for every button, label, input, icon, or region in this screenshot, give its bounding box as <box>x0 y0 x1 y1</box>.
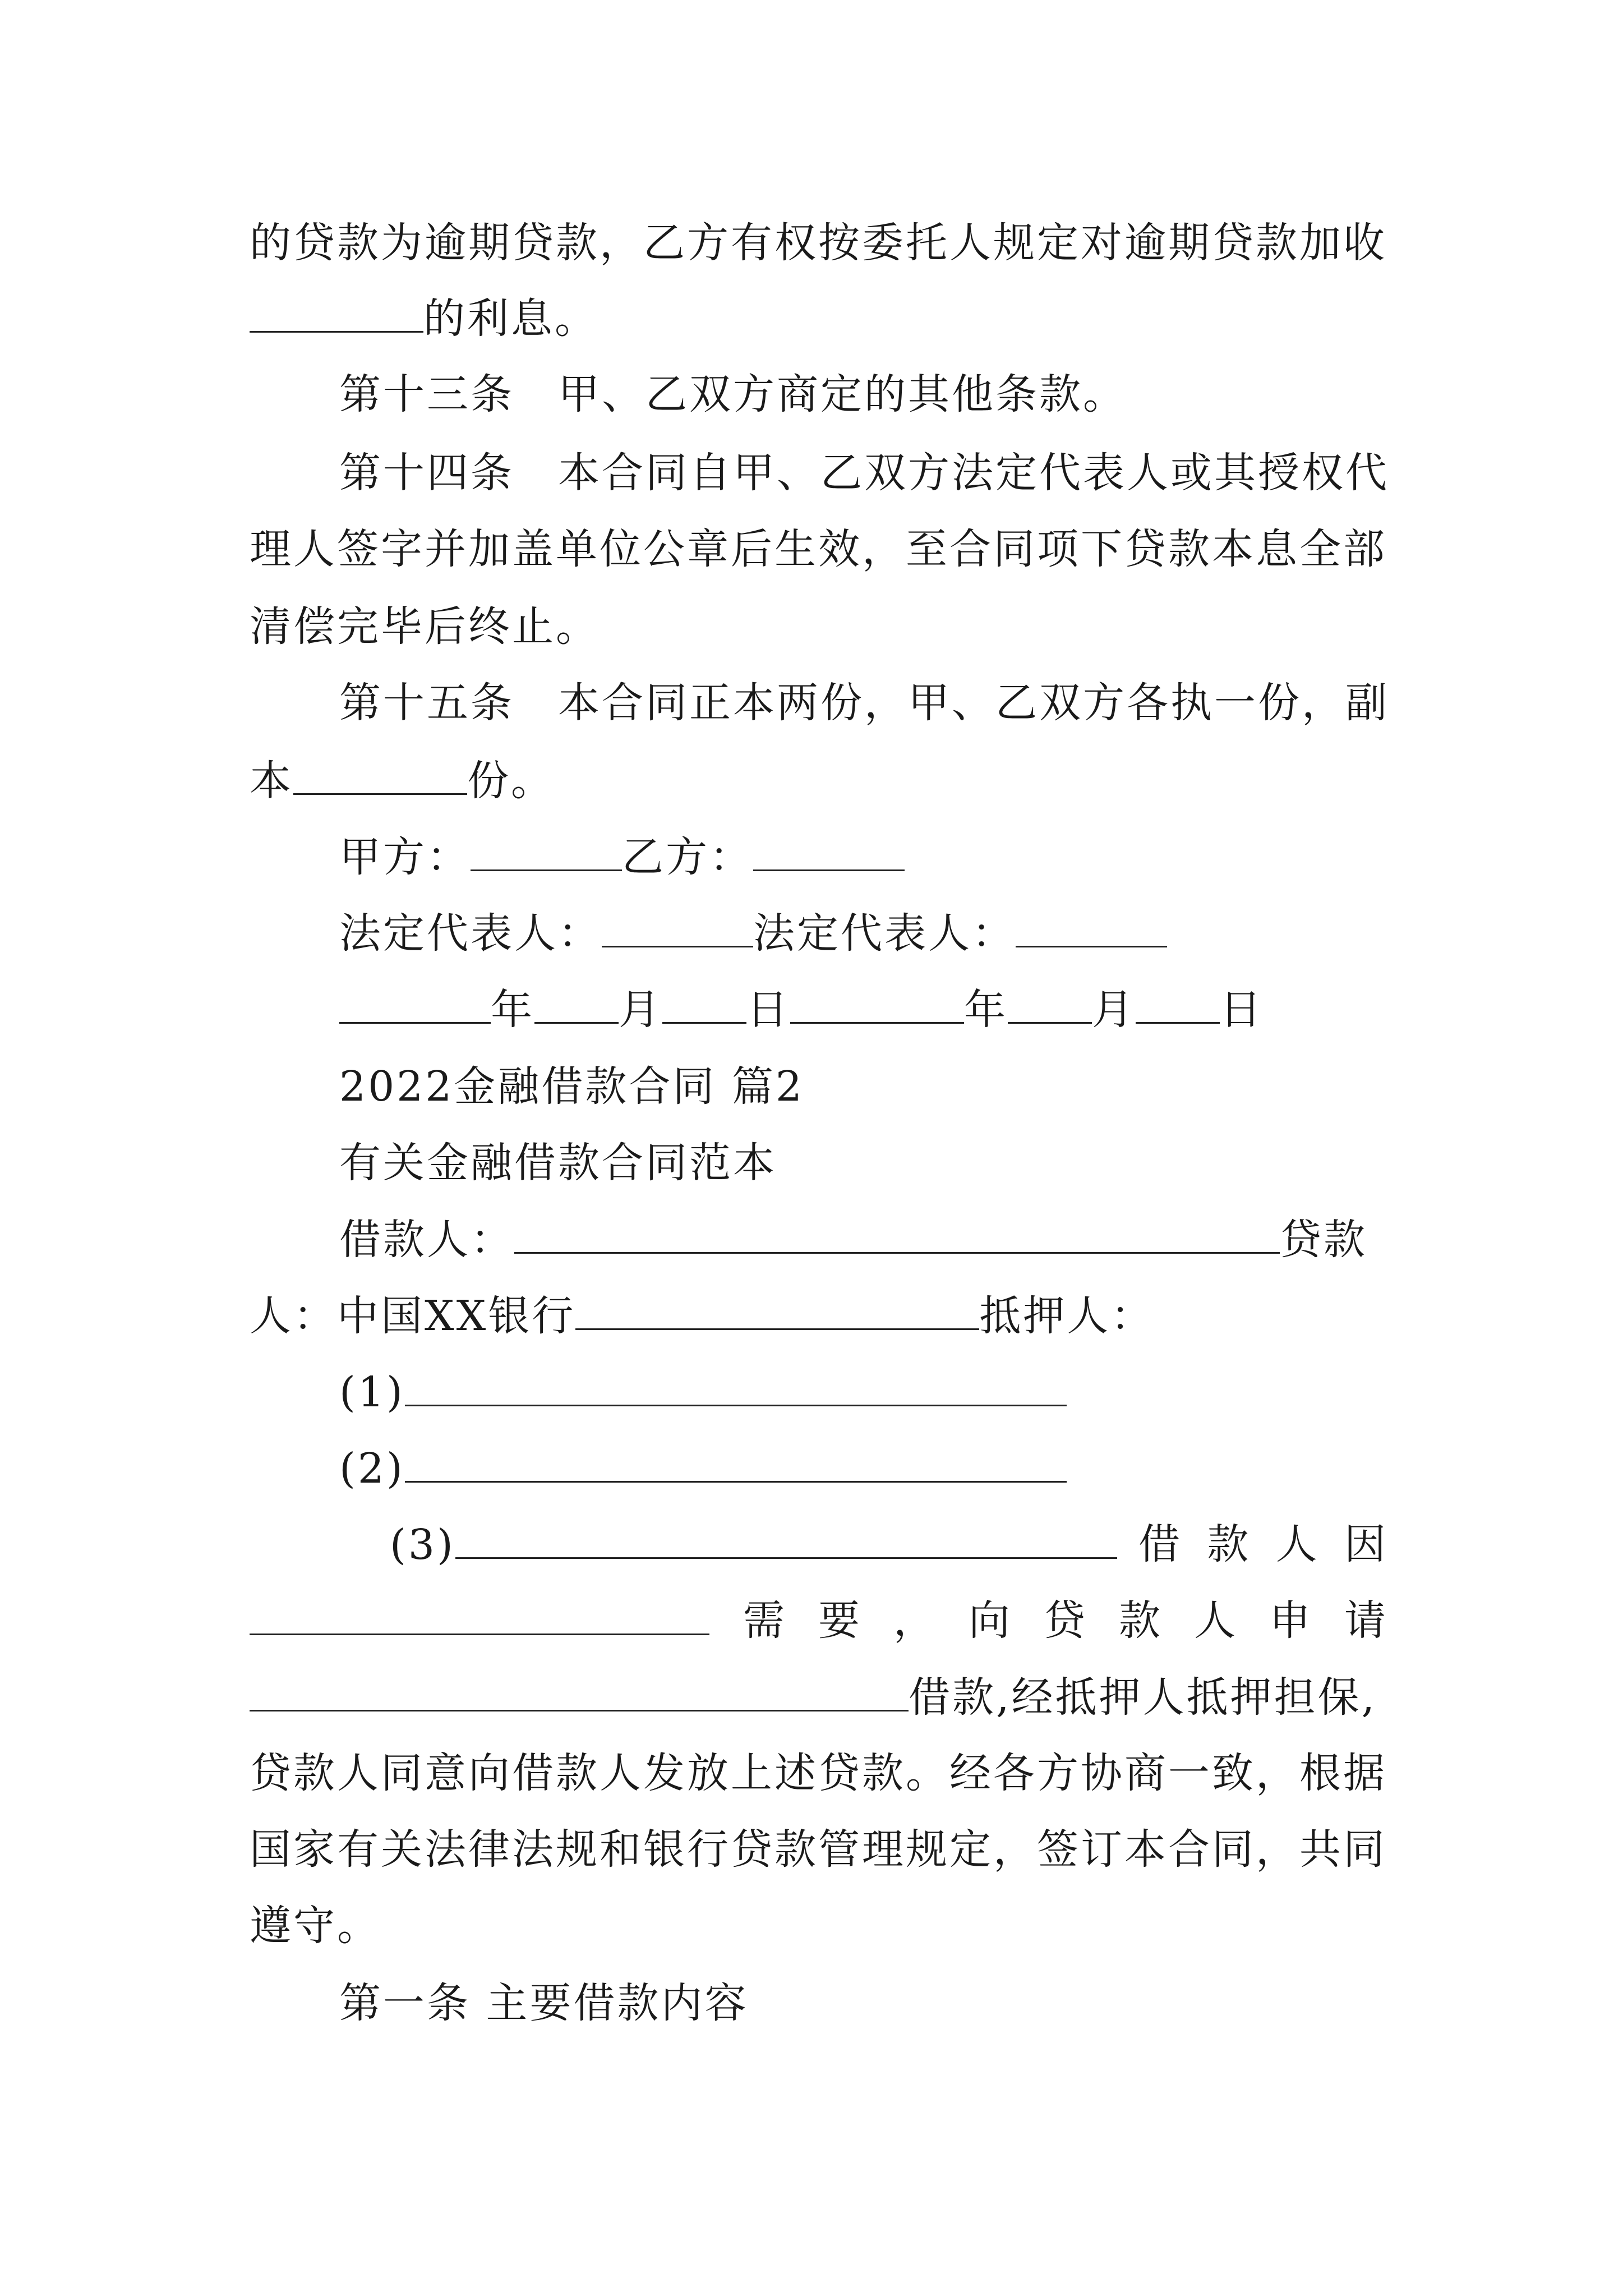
mortgagor-3 <box>390 1521 1117 1569</box>
year-label: 年 <box>491 986 534 1034</box>
char: 因 <box>1344 1520 1388 1568</box>
char: ， <box>893 1596 937 1645</box>
year-blank[interactable] <box>339 988 491 1024</box>
char: 人 <box>1194 1596 1238 1645</box>
article-15-line: 第十五条 本合同正本两份，甲、乙双方各执一份，副 <box>339 679 1389 727</box>
need-blank[interactable] <box>250 1600 709 1635</box>
char: 请 <box>1344 1596 1388 1645</box>
day-blank[interactable] <box>662 988 746 1024</box>
year-label: 年 <box>964 986 1008 1034</box>
day-label: 日 <box>1220 986 1264 1034</box>
paragraph-line <box>250 295 598 343</box>
char: 借 <box>1138 1520 1182 1568</box>
body-line: 国家有关法律法规和银行贷款管理规定，签订本合同，共同 <box>250 1825 1387 1874</box>
signature-parties <box>339 833 905 881</box>
fill-blank[interactable] <box>293 760 467 795</box>
borrower-blank[interactable] <box>514 1218 1280 1254</box>
char: 申 <box>1269 1596 1313 1645</box>
month-blank[interactable] <box>1008 988 1092 1024</box>
party-b-blank[interactable] <box>753 836 905 871</box>
section-2-subtitle: 有关金融借款合同范本 <box>339 1139 777 1187</box>
char: 款 <box>1207 1520 1251 1568</box>
article-14-line: 清偿完毕后终止。 <box>250 602 600 651</box>
month-label: 月 <box>619 986 662 1034</box>
party-b-label: 乙方： <box>622 833 753 881</box>
mortgagor-blank[interactable] <box>405 1447 1067 1483</box>
party-a-blank[interactable] <box>471 836 622 871</box>
line-text: 的利息。 <box>423 295 598 343</box>
borrower-line <box>339 1216 1367 1264</box>
legal-rep-a-blank[interactable] <box>602 912 753 947</box>
lender-label-head: 贷款 <box>1280 1216 1367 1264</box>
lender-line <box>250 1292 1155 1340</box>
month-label: 月 <box>1092 986 1136 1034</box>
day-blank[interactable] <box>1136 988 1220 1024</box>
signature-dates <box>339 986 1264 1034</box>
signature-legal-reps <box>339 909 1167 958</box>
mortgagor-index: (2) <box>339 1444 405 1493</box>
need-request-text <box>743 1596 1388 1645</box>
char: 贷 <box>1044 1596 1087 1645</box>
paragraph-line: 的贷款为逾期贷款，乙方有权按委托人规定对逾期贷款加收 <box>250 219 1387 267</box>
mortgagor-label: 抵押人： <box>979 1292 1155 1340</box>
mortgagor-index: (3) <box>390 1521 455 1569</box>
char: 需 <box>743 1596 787 1645</box>
mortgagor-blank[interactable] <box>405 1371 1067 1406</box>
section-2-title: 2022金融借款合同 篇2 <box>339 1062 804 1111</box>
char: 要 <box>818 1596 862 1645</box>
month-blank[interactable] <box>534 988 619 1024</box>
char: 款 <box>1119 1596 1163 1645</box>
legal-rep-b-blank[interactable] <box>1016 912 1167 947</box>
article-13: 第十三条 甲、乙双方商定的其他条款。 <box>339 370 1127 418</box>
article-1-heading: 第一条 主要借款内容 <box>339 1979 749 2027</box>
mortgagor-index: (1) <box>339 1368 405 1416</box>
line-text: 借款,经抵押人抵押担保, <box>909 1673 1377 1722</box>
body-line: 遵守。 <box>250 1902 381 1950</box>
lender-name: 人：中国XX银行 <box>250 1292 576 1340</box>
legal-rep-b-label: 法定代表人： <box>753 909 1016 958</box>
lender-blank[interactable] <box>575 1295 979 1330</box>
borrower-cause-text <box>1138 1520 1388 1568</box>
char: 向 <box>969 1596 1012 1645</box>
line-text: 份。 <box>467 757 555 805</box>
article-14-line: 第十四条 本合同自甲、乙双方法定代表人或其授权代 <box>339 449 1389 497</box>
party-a-label: 甲方： <box>339 833 471 881</box>
line-text: 本 <box>250 757 293 805</box>
borrower-label: 借款人： <box>339 1216 514 1264</box>
body-line: 贷款人同意向借款人发放上述贷款。经各方协商一致，根据 <box>250 1749 1387 1797</box>
fill-blank[interactable] <box>250 297 423 333</box>
loan-amount-blank[interactable] <box>250 1676 909 1711</box>
mortgagor-1 <box>339 1368 1067 1416</box>
day-label: 日 <box>746 986 790 1034</box>
char: 人 <box>1275 1520 1320 1568</box>
year-blank[interactable] <box>790 988 964 1024</box>
mortgagor-2 <box>339 1444 1067 1493</box>
article-14-line: 理人签字并加盖单位公章后生效，至合同项下贷款本息全部 <box>250 525 1387 573</box>
mortgagor-blank[interactable] <box>455 1524 1117 1559</box>
loan-amount-line <box>250 1673 1377 1722</box>
legal-rep-a-label: 法定代表人： <box>339 909 602 958</box>
article-15-line <box>250 757 555 805</box>
need-blank-line <box>250 1600 709 1642</box>
